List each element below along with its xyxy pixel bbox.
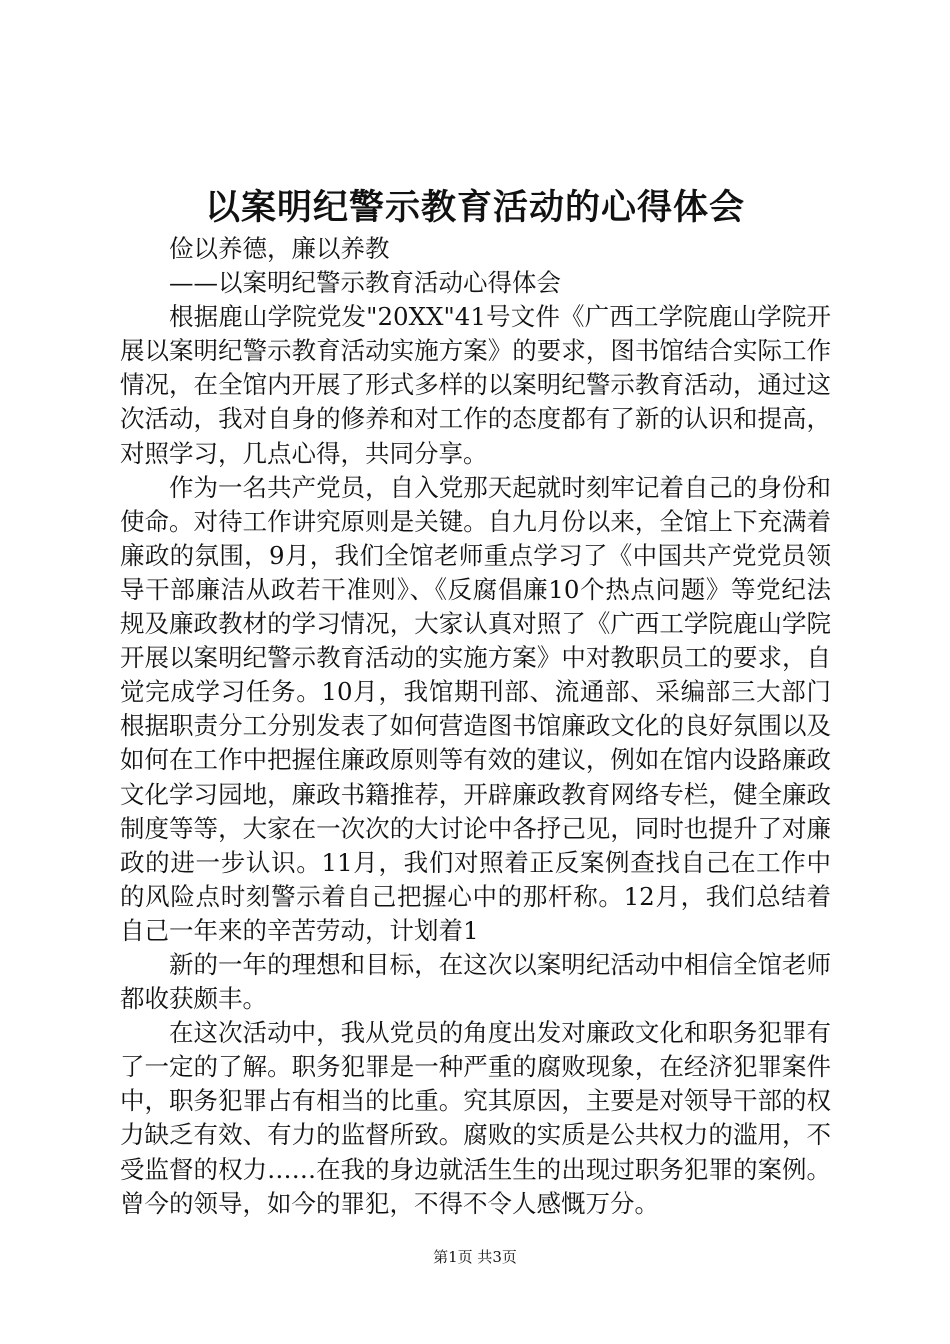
- document-title: 以案明纪警示教育活动的心得体会: [204, 187, 745, 228]
- body-paragraph: 新的一年的理想和目标，在这次以案明纪活动中相信全馆老师都收获颇丰。: [120, 949, 831, 1014]
- subtitle-line: 俭以养德，廉以养教: [169, 234, 390, 263]
- subtitle-line: ——以案明纪警示教育活动心得体会: [169, 268, 561, 298]
- body-paragraph: 在这次活动中，我从党员的角度出发对廉政文化和职务犯罪有了一定的了解。职务犯罪是一种严重的腐败现象，在经济犯罪案件中，职务犯罪占有相当的比重。究其原因，主要是对领导干部的权力缺乏有效、有力的监督所致。腐败的实质是公共权力的滥用，不受监督的权力……在我的身边就活生生的出现过职务犯罪的案例。曾今的领导，如今的罪犯，不得不令人感慨万分。: [120, 1018, 831, 1218]
- body-paragraph: 根据鹿山学院党发"20XX"41号文件《广西工学院鹿山学院开展以案明纪警示教育活动实施方案》的要求，图书馆结合实际工作情况，在全馆内开展了形式多样的以案明纪警示教育活动，通过这次活动，我对自身的修养和对工作的态度都有了新的认识和提高，对照学习，几点心得，共同分享。: [120, 302, 831, 468]
- page-number: 第1页 共3页: [433, 1248, 517, 1266]
- body-paragraph: 作为一名共产党员，自入党那天起就时刻牢记着自己的身份和使命。对待工作讲究原则是关键。自九月份以来，全馆上下充满着廉政的氛围，9月，我们全馆老师重点学习了《中国共产党党员领导干部廉洁从政若干准则》、《反腐倡廉10个热点问题》等党纪法规及廉政教材的学习情况，大家认真对照了《广西工学院鹿山学院开展以案明纪警示教育活动的实施方案》中对教职员工的要求，自觉完成学习任务。10月，我馆期刊部、流通部、采编部三大部门根据职责分工分别发表了如何营造图书馆廉政文化的良好氛围以及如何在工作中把握住廉政原则等有效的建议，例如在馆内设路廉政文化学习园地，廉政书籍推荐，开辟廉政教育网络专栏，健全廉政制度等等，大家在一次次的大讨论中各抒己见，同时也提升了对廉政的进一步认识。11月，我们对照着正反案例查找自己在工作中的风险点时刻警示着自己把握心中的那杆称。12月，我们总结着自己一年来的辛苦劳动，计划着1: [120, 472, 831, 945]
- document-body: [120, 232, 831, 1221]
